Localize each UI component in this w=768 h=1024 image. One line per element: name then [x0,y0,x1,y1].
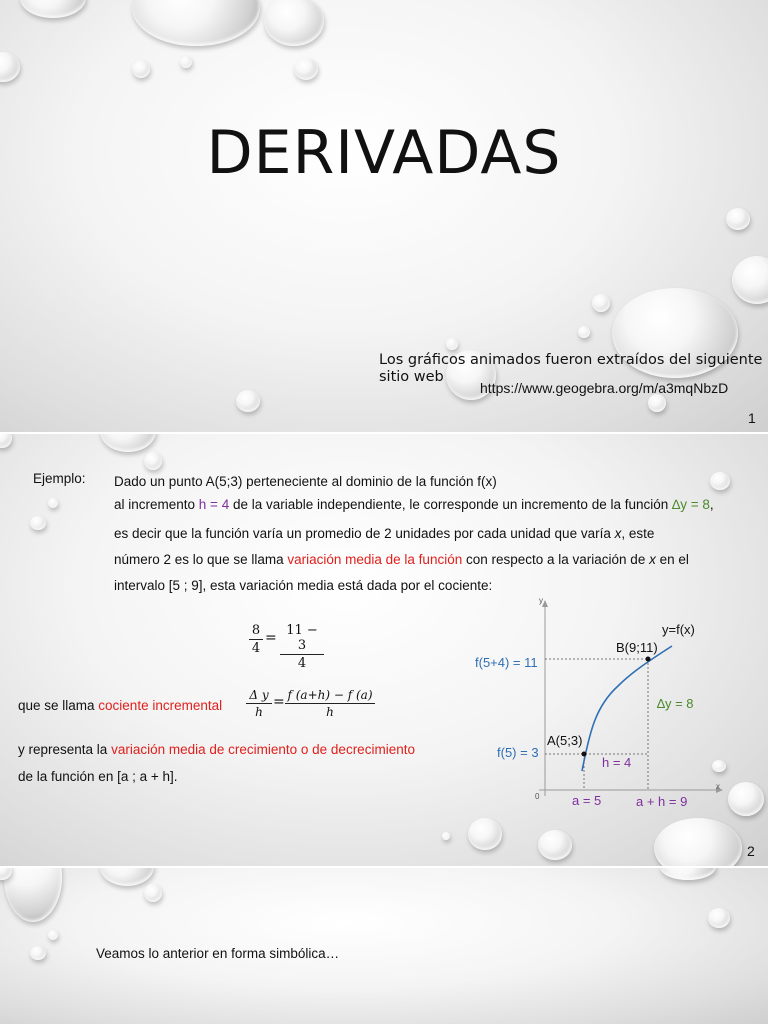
cociente-line: que se llama cociente incremental [18,698,223,713]
formula-fraction-2a: $\frac{\text{Δ y}}{h}$ [246,688,272,719]
water-drop-decoration [144,884,162,902]
water-drop-decoration [48,930,58,940]
text-line-2: al incremento h = 4 de la variable independiente, le corresponde un incremento de la función ∆y = 8, [114,497,714,512]
water-drop-decoration [726,208,750,230]
formula-equals-2: = [273,694,285,710]
formula-fraction-2b: $\frac{f (a+h) - f (a)}{h}$ [285,688,375,719]
a-plus-h-label: a + h = 9 [636,794,688,809]
text-line-1: Dado un punto A(5;3) perteneciente al dominio de la función f(x) [114,474,497,489]
slide-2 [0,434,768,866]
delta-y-graph-label: ∆y = 8 [657,696,694,711]
cociente-incremental-term: cociente incremental [98,698,223,713]
y-axis-label: y [539,596,543,605]
slide-3 [0,868,768,1024]
water-drop-decoration [132,60,150,78]
slide-title: DERIVADAS [206,118,562,188]
water-drop-decoration [100,868,154,886]
water-drop-decoration [294,58,318,80]
formula-fraction-1b: $\frac{11 - 3}{4}$ [280,623,324,671]
point-a-label: A(5;3) [547,733,583,748]
water-drop-decoration [446,338,458,350]
water-drop-decoration [648,394,666,412]
representa-line: y representa la variación media de crecimiento o de decrecimiento [18,742,415,757]
water-drop-decoration [180,56,192,68]
water-drop-decoration [660,868,716,880]
variacion-media-term: variación media de la función [287,552,463,567]
a-label: a = 5 [572,793,602,808]
point-b-label: B(9;11) [616,640,658,655]
delta-y-value: ∆y = 8 [672,497,710,512]
water-drop-decoration [20,0,86,18]
point-b-marker [646,657,651,662]
water-drop-decoration [132,0,260,46]
water-drop-decoration [0,52,20,82]
water-drop-decoration [264,0,324,46]
f5-label: f(5) = 3 [497,745,539,760]
origin-label: 0 [535,792,540,801]
water-drop-decoration [732,256,768,304]
water-drop-decoration [708,908,730,928]
h-value: h = 4 [198,497,230,512]
symbolic-intro-text: Veamos lo anterior en forma simbólica… [96,946,340,961]
water-drop-decoration [578,326,590,338]
water-drop-decoration [30,946,46,960]
x-axis-label: x [716,782,720,791]
water-drop-decoration [4,868,62,922]
geogebra-link[interactable]: https://www.geogebra.org/m/a3mqNbzD [480,380,729,396]
formula-equals-1: = [265,630,277,646]
slide-1 [0,0,768,432]
text-line-4: número 2 es lo que se llama variación media de la función con respecto a la variación de x en el [114,552,689,567]
function-label: y=f(x) [662,622,695,637]
water-drop-decoration [236,390,260,412]
point-a-marker [582,752,587,757]
variacion-media-crecimiento-term: variación media de crecimiento o de decrecimiento [111,742,415,757]
interval-line: de la función en [a ; a + h]. [18,769,178,784]
f54-label: f(5+4) = 11 [475,655,538,670]
h-graph-label: h = 4 [602,755,632,770]
formula-fraction-1a: $\frac{8}{4}$ [249,623,263,656]
water-drop-decoration [592,294,610,312]
credit-text: Los gráficos animados fueron extraídos del siguiente sitio web [379,352,763,385]
page-number: 1 [748,410,756,426]
page-number: 2 [747,843,755,859]
example-label: Ejemplo: [33,471,86,486]
text-line-3: es decir que la función varía un promedio de 2 unidades por cada unidad que varía x, este [114,526,655,541]
text-line-5: intervalo [5 ; 9], esta variación media está dada por el cociente: [114,578,493,593]
